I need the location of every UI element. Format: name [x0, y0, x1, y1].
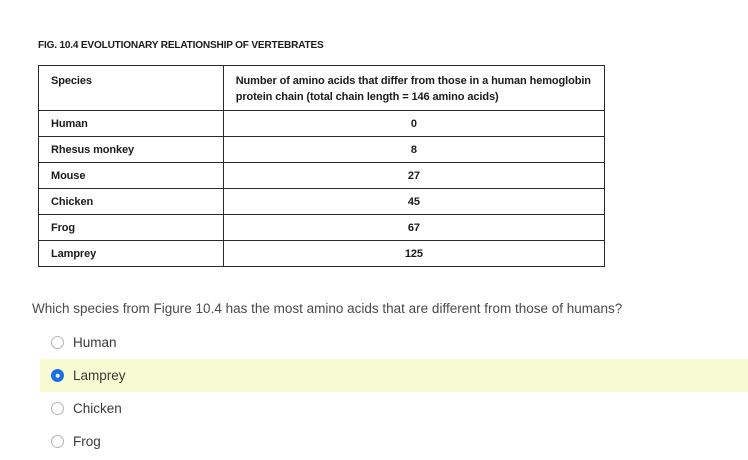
table-row — [39, 111, 605, 137]
value-cell: 0 — [223, 111, 604, 137]
option-label: Lamprey — [73, 368, 126, 383]
radio-button-icon[interactable] — [51, 402, 64, 415]
species-cell: Frog — [39, 215, 224, 241]
table-header-row — [39, 66, 605, 111]
table-row — [39, 163, 605, 189]
value-cell: 125 — [223, 241, 604, 267]
column-header-differences: Number of amino acids that differ from those in a human hemoglobin protein chain (total chain length = 146 amino acids) — [223, 66, 604, 111]
table-row — [39, 137, 605, 163]
column-header-species: Species — [39, 66, 224, 111]
species-cell: Lamprey — [39, 241, 224, 267]
option-chicken[interactable] — [40, 392, 748, 425]
species-cell: Rhesus monkey — [39, 137, 224, 163]
species-cell: Mouse — [39, 163, 224, 189]
question-text: Which species from Figure 10.4 has the most amino acids that are different from those of humans? — [32, 301, 623, 316]
radio-button-icon[interactable] — [51, 435, 64, 448]
option-label: Frog — [73, 434, 101, 449]
option-lamprey[interactable] — [40, 359, 748, 392]
species-cell: Chicken — [39, 189, 224, 215]
species-cell: Human — [39, 111, 224, 137]
value-cell: 67 — [223, 215, 604, 241]
figure-title: FIG. 10.4 EVOLUTIONARY RELATIONSHIP OF VERTEBRATES — [38, 39, 324, 51]
radio-button-icon[interactable] — [51, 336, 64, 349]
table-header — [39, 66, 605, 111]
option-human[interactable] — [40, 326, 748, 359]
value-cell: 8 — [223, 137, 604, 163]
value-cell: 45 — [223, 189, 604, 215]
species-table — [38, 65, 605, 267]
table-row — [39, 189, 605, 215]
table-row — [39, 215, 605, 241]
option-frog[interactable] — [40, 425, 748, 458]
table-row — [39, 241, 605, 267]
option-label: Human — [73, 335, 117, 350]
option-label: Chicken — [73, 401, 122, 416]
radio-button-icon[interactable] — [51, 369, 64, 382]
value-cell: 27 — [223, 163, 604, 189]
